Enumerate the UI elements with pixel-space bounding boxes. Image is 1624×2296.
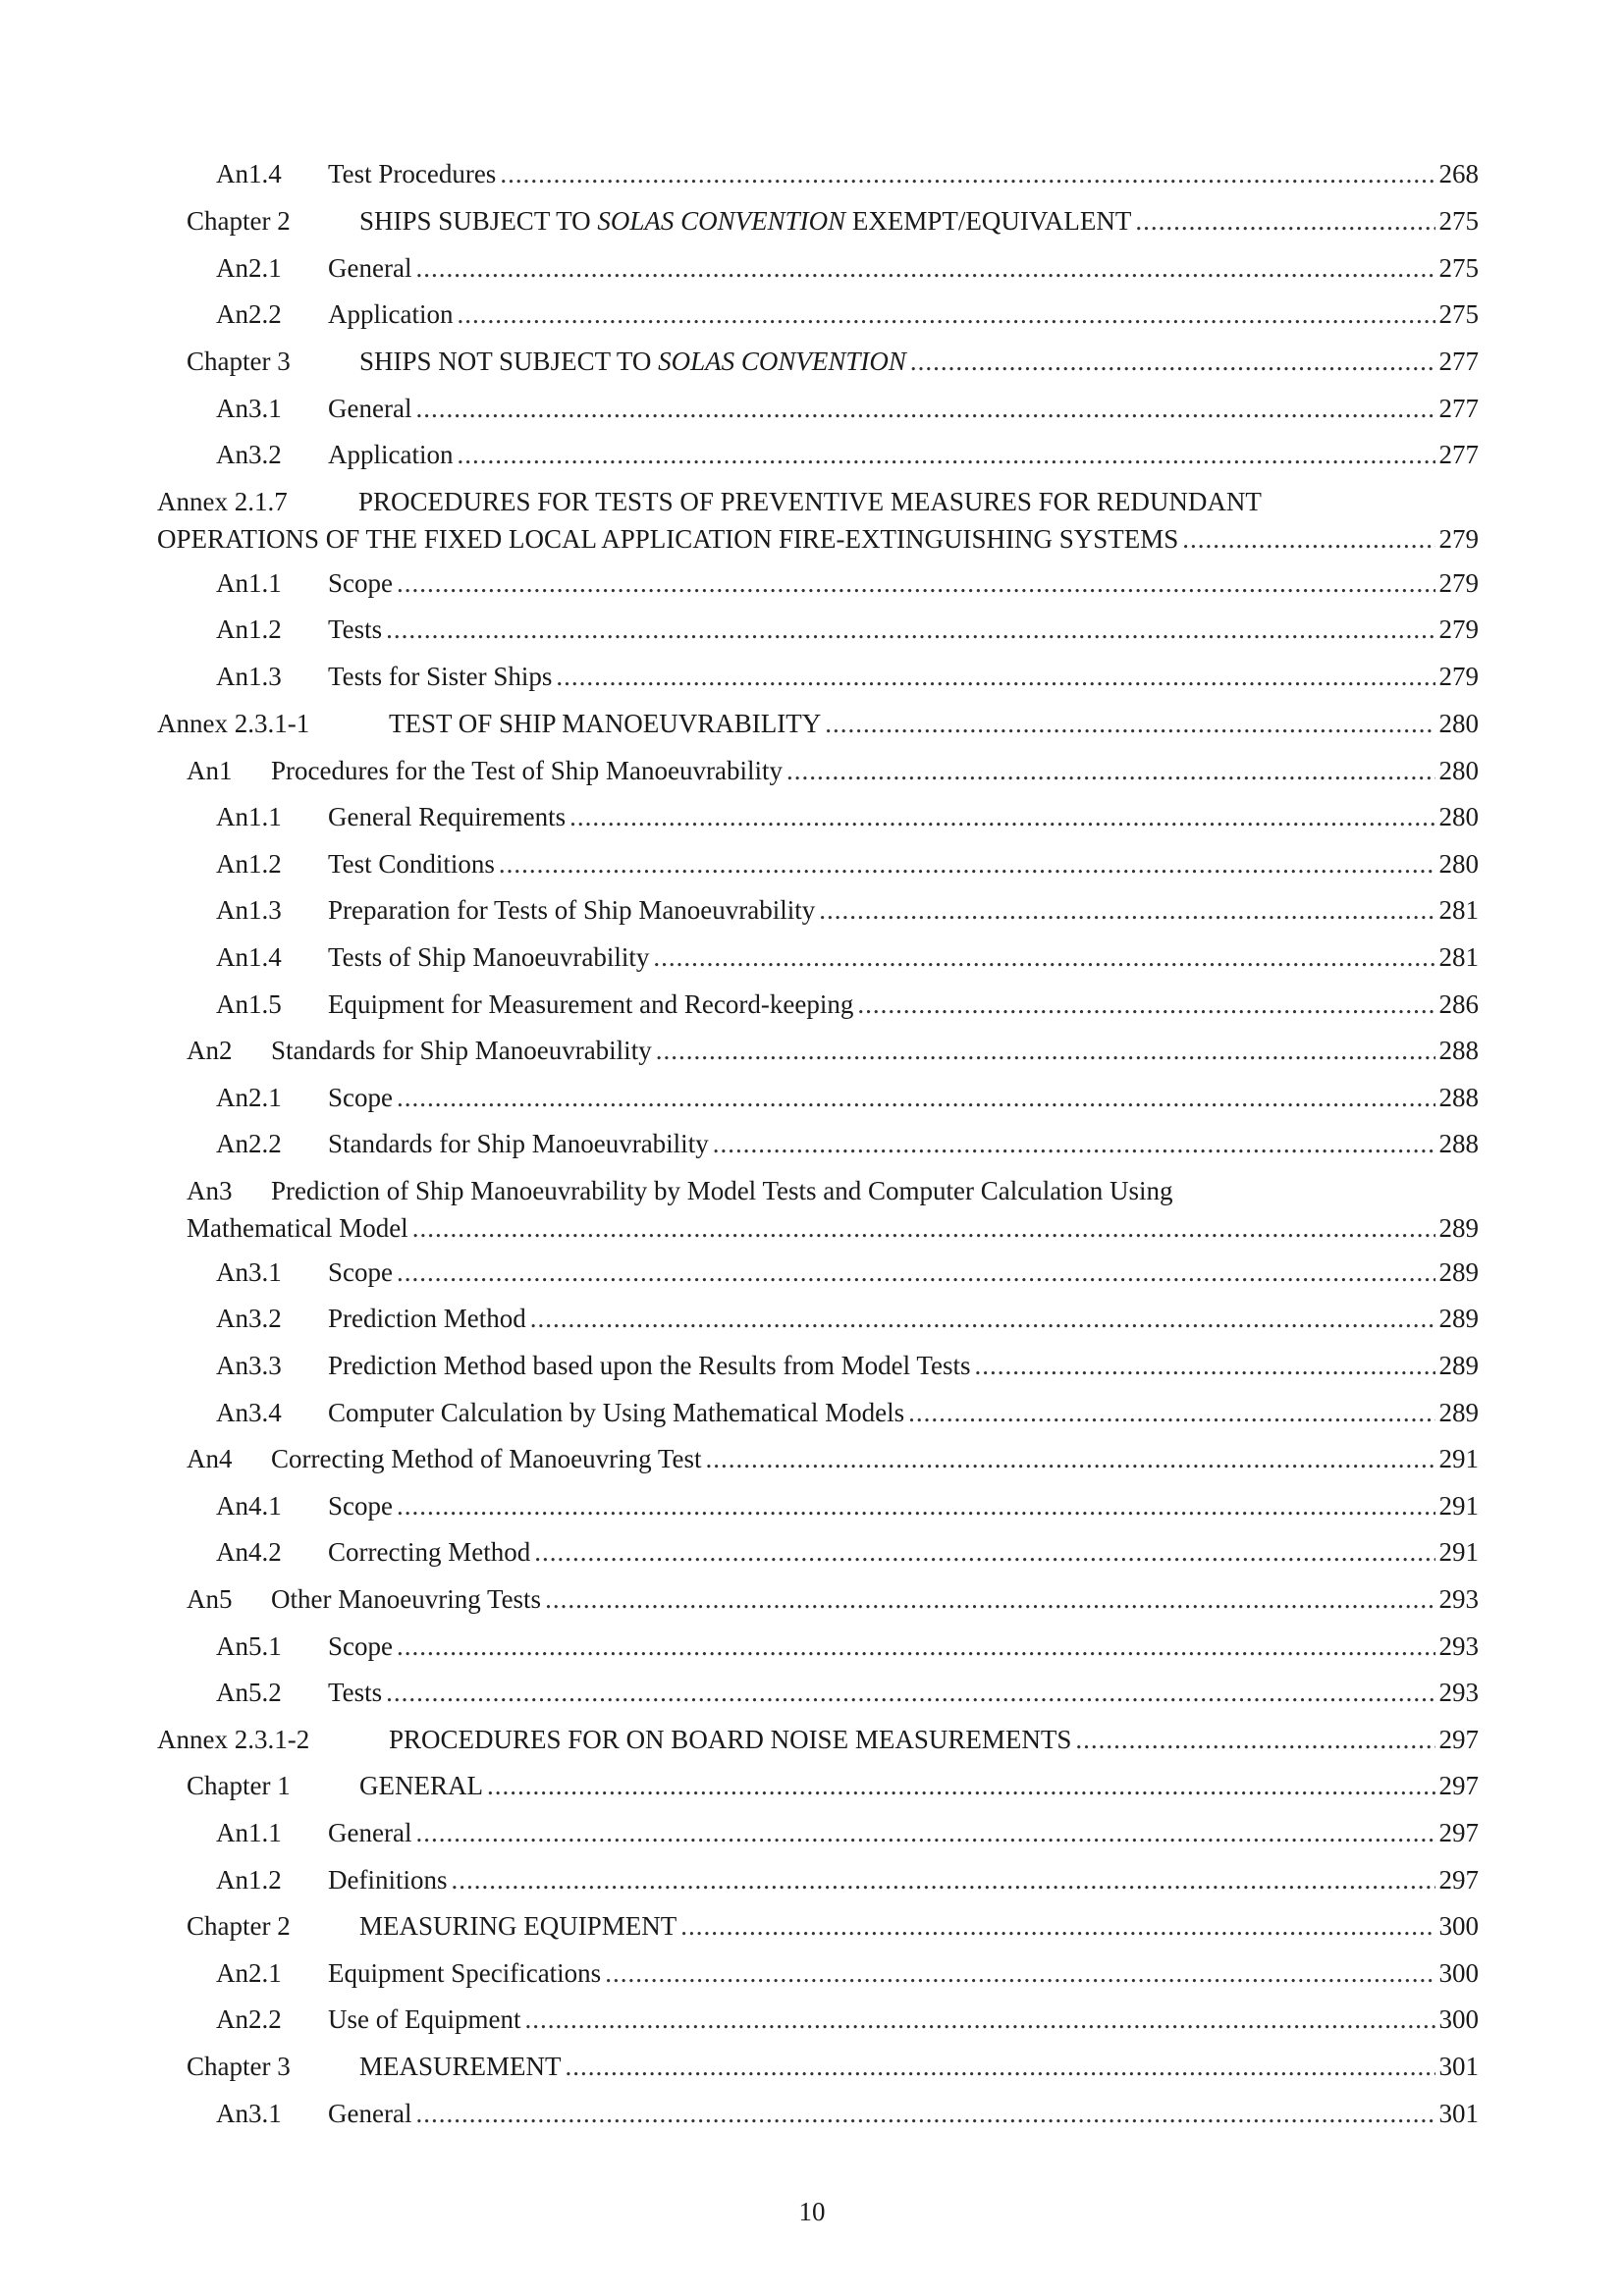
entry-page: 291 [1438,1444,1479,1473]
entry-page: 300 [1438,1911,1479,1941]
entry-page: 301 [1438,2052,1479,2081]
entry-title: Tests [328,614,383,644]
dot-leader [653,937,1435,977]
dot-leader [530,1299,1435,1338]
dot-leader [500,154,1435,193]
entry-title-line1: PROCEDURES FOR TESTS OF PREVENTIVE MEASURES FOR REDUNDANT [358,487,1262,516]
entry-number: An5.1 [216,1631,282,1661]
dot-leader [566,2047,1435,2086]
dot-leader [706,1439,1435,1478]
entry-page: 289 [1438,1257,1479,1287]
toc-entry[interactable] [187,1031,1479,1070]
toc-entry[interactable] [216,294,1479,334]
entry-page: 289 [1438,1213,1479,1243]
dot-leader [457,435,1435,474]
entry-title: Scope [328,1257,393,1287]
dot-leader [545,1579,1435,1619]
entry-number: An3.1 [216,1257,282,1287]
entry-title: Equipment for Measurement and Record-keeping [328,989,854,1019]
toc-entry[interactable] [216,563,1479,603]
entry-title-line1: Prediction of Ship Manoeuvrability by Model Tests and Computer Calculation Using [271,1176,1173,1205]
entry-number: An1 [187,756,233,785]
dot-leader [452,1860,1435,1899]
dot-leader [386,1673,1435,1712]
entry-title: Scope [328,568,393,598]
entry-number: Annex 2.3.1-1 [157,709,310,738]
entry-number: An2 [187,1036,233,1065]
toc-entry[interactable] [187,1579,1479,1619]
entry-number: Annex 2.1.7 [157,487,288,516]
dot-leader [1135,201,1435,240]
entry-page: 279 [1438,568,1479,598]
dot-leader [415,248,1435,288]
entry-page: 297 [1438,1771,1479,1800]
entry-page: 281 [1438,942,1479,972]
entry-title: Application [328,299,454,329]
entry-page: 280 [1438,802,1479,831]
dot-leader [786,751,1435,790]
entry-page: 289 [1438,1398,1479,1427]
entry-title: General Requirements [328,802,567,831]
toc-entry[interactable] [187,1766,1479,1805]
entry-title: GENERAL [359,1771,483,1800]
entry-number: An1.2 [216,1865,282,1895]
entry-title: Other Manoeuvring Tests [271,1584,542,1614]
dot-leader [819,890,1435,930]
entry-page: 281 [1438,895,1479,925]
entry-title: Tests for Sister Ships [328,662,553,691]
entry-number: Chapter 1 [187,1771,291,1800]
entry-page: 279 [1438,524,1479,554]
entry-page: 300 [1438,2004,1479,2034]
entry-title-line2: OPERATIONS OF THE FIXED LOCAL APPLICATION FIRE-EXTINGUISHING SYSTEMS [157,524,1179,554]
entry-page: 291 [1438,1537,1479,1567]
dot-leader [386,610,1435,649]
entry-title: PROCEDURES FOR ON BOARD NOISE MEASUREMENTS [389,1725,1072,1754]
dot-leader [910,342,1435,381]
entry-title: General [328,253,412,283]
entry-number: An4.2 [216,1537,282,1567]
entry-title: Tests of Ship Manoeuvrability [328,942,650,972]
entry-title-line2: Mathematical Model [187,1213,408,1243]
toc-entry[interactable] [216,1860,1479,1899]
dot-leader [680,1906,1435,1946]
entry-number: An3.2 [216,1304,282,1333]
entry-title: Test Conditions [328,849,495,879]
toc-entry[interactable] [216,1813,1479,1852]
toc-entry[interactable] [187,1439,1479,1478]
page-number: 10 [798,2197,826,2226]
entry-title: Tests [328,1678,383,1707]
toc-entry[interactable] [216,1532,1479,1572]
toc-entry[interactable] [216,1627,1479,1666]
entry-number: An1.1 [216,568,282,598]
entry-number: An1.2 [216,614,282,644]
entry-page: 288 [1438,1129,1479,1158]
entry-page: 289 [1438,1304,1479,1333]
entry-number: An2.1 [216,1958,282,1988]
entry-number: An4 [187,1444,233,1473]
entry-page: 300 [1438,1958,1479,1988]
entry-title: Correcting Method [328,1537,531,1567]
toc-entry[interactable] [216,2000,1479,2039]
entry-number: An1.1 [216,1818,282,1847]
entry-number: An1.4 [216,159,282,188]
dot-leader [415,389,1435,428]
dot-leader [908,1393,1435,1432]
entry-title: Standards for Ship Manoeuvrability [271,1036,652,1065]
toc-entry[interactable] [216,1346,1479,1385]
dot-leader [1075,1720,1435,1759]
entry-page: 293 [1438,1631,1479,1661]
dot-leader [397,1486,1435,1525]
entry-number: Chapter 3 [187,2052,291,2081]
entry-title: Procedures for the Test of Ship Manoeuvrability [271,756,784,785]
entry-page: 297 [1438,1818,1479,1847]
entry-number: An2.2 [216,1129,282,1158]
entry-page: 277 [1438,394,1479,423]
toc-entry[interactable] [157,1720,1479,1759]
toc-entry[interactable] [216,1486,1479,1525]
entry-title: Computer Calculation by Using Mathematical Models [328,1398,905,1427]
entry-number: An4.1 [216,1491,282,1521]
entry-title: Application [328,440,454,469]
toc-entry[interactable] [216,844,1479,883]
entry-page: 279 [1438,614,1479,644]
dot-leader [524,2000,1435,2039]
toc-entry[interactable] [157,484,1479,559]
entry-title: Preparation for Tests of Ship Manoeuvrability [328,895,816,925]
entry-title: General [328,394,412,423]
entry-page: 280 [1438,709,1479,738]
entry-title: Definitions [328,1865,448,1895]
entry-title: Equipment Specifications [328,1958,602,1988]
toc-entry[interactable] [187,201,1479,240]
entry-page: 277 [1438,347,1479,376]
dot-leader [397,563,1435,603]
toc-entry[interactable] [216,1253,1479,1292]
entry-number: An3 [187,1176,233,1205]
entry-number: An1.1 [216,802,282,831]
toc-entry[interactable] [216,1393,1479,1432]
toc-entry[interactable] [216,657,1479,696]
entry-title: Standards for Ship Manoeuvrability [328,1129,709,1158]
dot-leader [975,1346,1435,1385]
entry-title: General [328,2099,412,2128]
entry-title: Prediction Method based upon the Results from Model Tests [328,1351,971,1380]
dot-leader [556,657,1435,696]
entry-page: 297 [1438,1725,1479,1754]
dot-leader [534,1532,1435,1572]
toc-entry[interactable] [216,1299,1479,1338]
entry-number: An2.1 [216,253,282,283]
entry-number: An1.5 [216,989,282,1019]
entry-title: Scope [328,1491,393,1521]
dot-leader [569,797,1435,836]
entry-number: An2.1 [216,1083,282,1112]
entry-page: 288 [1438,1036,1479,1065]
entry-title: Use of Equipment [328,2004,521,2034]
toc-entry[interactable] [216,1953,1479,1993]
entry-number: Chapter 2 [187,206,291,236]
entry-page: 293 [1438,1678,1479,1707]
toc-entry[interactable] [216,389,1479,428]
entry-number: An3.1 [216,394,282,423]
entry-number: Chapter 2 [187,1911,291,1941]
entry-number: An3.3 [216,1351,282,1380]
entry-title: MEASUREMENT [359,2052,562,2081]
toc-entry[interactable] [216,1124,1479,1163]
entry-number: An3.4 [216,1398,282,1427]
entry-title-italic: SOLAS CONVENTION [597,206,846,236]
toc-entry[interactable] [187,1906,1479,1946]
toc-entry[interactable] [216,2094,1479,2133]
entry-page: 279 [1438,662,1479,691]
entry-page: 288 [1438,1083,1479,1112]
dot-leader [397,1078,1435,1117]
entry-page: 280 [1438,849,1479,879]
toc-entry[interactable] [216,985,1479,1024]
entry-title: Scope [328,1083,393,1112]
entry-title: SHIPS SUBJECT TO SOLAS CONVENTION EXEMPT/EQUIVALENT [359,206,1132,236]
toc-entry[interactable] [187,751,1479,790]
entry-page: 275 [1438,206,1479,236]
dot-leader [857,985,1435,1024]
toc-entry[interactable] [187,342,1479,381]
dot-leader [415,1813,1435,1852]
toc-entry[interactable] [157,704,1479,743]
entry-page: 280 [1438,756,1479,785]
entry-page: 301 [1438,2099,1479,2128]
entry-title: Scope [328,1631,393,1661]
entry-number: An1.3 [216,662,282,691]
toc-entry[interactable] [216,435,1479,474]
dot-leader [457,294,1435,334]
entry-page: 291 [1438,1491,1479,1521]
toc-entry[interactable] [216,890,1479,930]
entry-page: 277 [1438,440,1479,469]
entry-page: 293 [1438,1584,1479,1614]
toc-entry[interactable] [216,1078,1479,1117]
entry-title-italic: SOLAS CONVENTION [658,347,906,376]
entry-number: An5 [187,1584,233,1614]
entry-page: 268 [1438,159,1479,188]
dot-leader [825,704,1435,743]
entry-number: An1.2 [216,849,282,879]
toc-entry[interactable] [216,937,1479,977]
dot-leader [499,844,1435,883]
entry-number: An3.2 [216,440,282,469]
toc-entry[interactable] [216,797,1479,836]
entry-page: 289 [1438,1351,1479,1380]
entry-title: Test Procedures [328,159,497,188]
entry-title: General [328,1818,412,1847]
entry-page: 286 [1438,989,1479,1019]
toc-entry[interactable] [187,2047,1479,2086]
dot-leader [656,1031,1435,1070]
dot-leader [415,2094,1435,2133]
dot-leader [713,1124,1435,1163]
dot-leader [487,1766,1435,1805]
toc-entry[interactable] [216,248,1479,288]
entry-number: An1.4 [216,942,282,972]
toc-entry[interactable] [216,1673,1479,1712]
entry-page: 275 [1438,299,1479,329]
entry-title: SHIPS NOT SUBJECT TO SOLAS CONVENTION [359,347,906,376]
toc-entry[interactable] [187,1173,1479,1248]
entry-number: An3.1 [216,2099,282,2128]
entry-number: An2.2 [216,2004,282,2034]
dot-leader [412,1208,1435,1248]
entry-number: An5.2 [216,1678,282,1707]
entry-number: Annex 2.3.1-2 [157,1725,310,1754]
toc-entry[interactable] [216,154,1479,193]
dot-leader [397,1253,1435,1292]
entry-page: 297 [1438,1865,1479,1895]
entry-page: 275 [1438,253,1479,283]
dot-leader [397,1627,1435,1666]
entry-title: TEST OF SHIP MANOEUVRABILITY [389,709,822,738]
entry-number: Chapter 3 [187,347,291,376]
entry-number: An2.2 [216,299,282,329]
toc-entry[interactable] [216,610,1479,649]
dot-leader [605,1953,1435,1993]
entry-number: An1.3 [216,895,282,925]
entry-title: Prediction Method [328,1304,526,1333]
entry-title: MEASURING EQUIPMENT [359,1911,677,1941]
dot-leader [1182,519,1435,559]
entry-title: Correcting Method of Manoeuvring Test [271,1444,702,1473]
